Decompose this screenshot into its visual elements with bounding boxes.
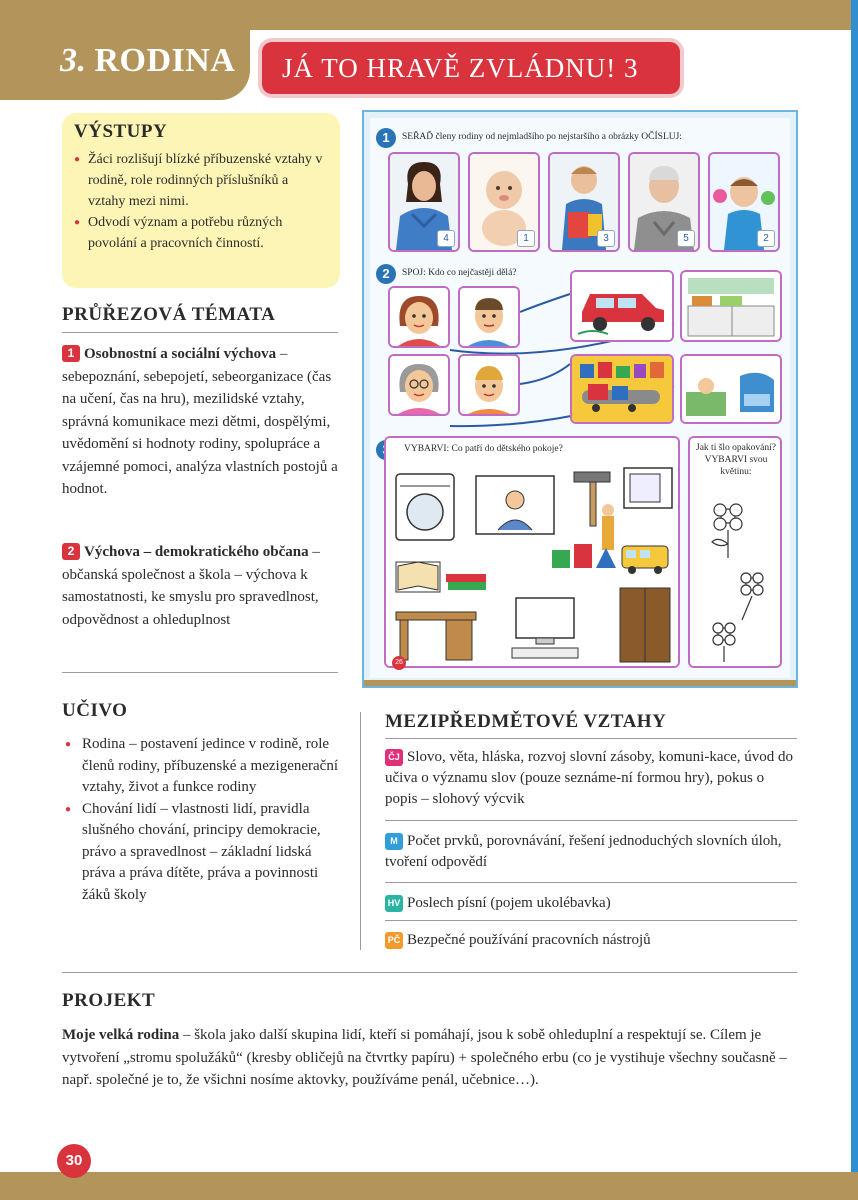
column-divider [360,712,361,950]
grandmother-face-icon [390,356,448,414]
page-number: 30 [57,1144,91,1178]
task-number: 2 [376,264,396,284]
task-instruction: VYBARVI: Co patří do dětského pokoje? [404,444,563,454]
ucivo-item: ● Rodina – postavení jedince v rodině, role členů rodiny, příbuzenské a mezigenerační vztahy, život a funkce rodiny [62,734,347,799]
task-number: 1 [376,128,396,148]
armchair-icon [682,356,780,422]
chapter-title [60,42,235,80]
order-number-box[interactable]: 5 [677,230,695,247]
projekt-text [62,1024,792,1092]
theme-osobnostni [62,343,342,501]
photo-grandfather [628,152,700,252]
child-face-icon [460,356,518,414]
car-icon [572,272,672,340]
workbook-page-inner [370,118,790,678]
face-mother [388,286,450,348]
workbook-page-number: 26 [392,656,406,670]
mezi-text: Slovo, věta, hláska, rozvoj slovní zásoby, komuni-kace, úvod do učiva o významu slov (pouze seznáme-ní formou hry), pokus o popis – slohový výcvik [385,749,794,807]
right-edge-stripe [851,0,858,1200]
theme-badge: 1 [62,345,80,362]
order-number-box[interactable]: 4 [437,230,455,247]
photo-schoolboy [548,152,620,252]
theme-text: – sebepoznání, sebepojetí, sebeorganizace (čas na učení, čas na hru), mezilidské vztahy, správná komunikace mezi dětmi, dospělými, uvědomění si hodnoty rodiny, spolupráce a vzájemné pomoci, analýza vlastních postojů a hodnot. [62,346,338,497]
theme-demokraticky [62,541,342,631]
subject-tag: M [385,833,403,850]
picture-kitchen [680,270,782,342]
top-band [0,0,858,30]
kitchen-icon [682,272,780,340]
mezi-row-cj [385,747,797,810]
mezipredmetove-title: MEZIPŘEDMĚTOVÉ VZTAHY [385,711,667,732]
vystupy-box [62,113,340,288]
divider [62,972,797,973]
flower-rating-box [688,436,782,668]
theme-name: Osobnostní a sociální výchova [84,346,277,362]
photo-baby [468,152,540,252]
photo-toddler [708,152,780,252]
photo-mother [388,152,460,252]
divider [385,738,797,739]
order-number-box[interactable]: 3 [597,230,615,247]
section-subtitle: JÁ TO HRAVĚ ZVLÁDNU! 3 [262,42,680,94]
mezi-text: Bezpečné používání pracovních nástrojů [407,932,651,948]
theme-text: – občanská společnost a škola – výchova k samostatnosti, ke smyslu pro spravedlnost, odpovědnost a ohleduplnost [62,544,320,628]
face-grandmother [388,354,450,416]
mezi-text: Počet prvků, porovnávání, řešení jednoduchých slovních úloh, tvoření odpovědí [385,833,782,870]
man-face-icon [460,288,518,346]
subject-tag: PČ [385,932,403,949]
picture-toys [570,354,674,424]
ucivo-title: UČIVO [62,700,128,721]
woman-face-icon [390,288,448,346]
subject-tag: ČJ [385,749,403,766]
chapter-number: 3. [60,42,87,79]
mezi-row-pc [385,930,797,951]
vystupy-item: ● Žáci rozlišují blízké příbuzenské vztahy v rodině, role rodinných příslušníků a vztahy mezi nimi. [74,149,328,212]
workbook-page [362,110,798,688]
mezi-row-hv [385,893,797,914]
task-instruction: SEŘAĎ členy rodiny od nejmladšího po nejstaršího a obrázky OČÍSLUJ: [402,132,682,142]
chapter-name: RODINA [94,42,236,79]
divider [62,332,338,333]
divider [385,920,797,921]
subject-tag: HV [385,895,403,912]
picture-car [570,270,674,342]
divider [62,672,338,673]
toys-icon [572,356,672,422]
prurezova-title: PRŮŘEZOVÁ TÉMATA [62,304,276,325]
mezi-text: Poslech písní (pojem ukolébavka) [407,895,611,911]
projekt-description: – škola jako další skupina lidí, kteří si pomáhají, jsou k sobě ohleduplní a respektují se. Cílem je vytvoření „stromu spolužáků“ (kresby obličejů na čtvrtky papíru) + společného erbu (co je vystihuje všechny současně – např. společné je to, že všichni nosíme aktovky, používáme penál, učebnice…). [62,1027,787,1088]
ucivo-item: ● Chování lidí – vlastnosti lidí, pravidla slušného chování, principy demokracie, právo a spravedlnost – základní lidská práva a práva dítěte, práva a povinnosti žáků školy [62,799,347,907]
room-items-icons [386,438,678,666]
theme-badge: 2 [62,543,80,560]
theme-name: Výchova – demokratického občana [84,544,309,560]
flower-instruction: Jak ti šlo opakování? VYBARVI svou květinu: [696,443,776,477]
vystupy-title: VÝSTUPY [74,121,168,142]
divider [385,820,797,821]
face-child [458,354,520,416]
order-number-box[interactable]: 1 [517,230,535,247]
task3-box [384,436,680,668]
divider [385,882,797,883]
vystupy-item: ● Odvodí význam a potřebu různých povolání a pracovních činností. [74,212,328,254]
projekt-name: Moje velká rodina [62,1027,180,1043]
ucivo-list [62,734,347,906]
vystupy-list [74,149,328,254]
face-father [458,286,520,348]
order-number-box[interactable]: 2 [757,230,775,247]
workbook-page-bottom [364,680,796,686]
mezi-row-m [385,831,797,873]
bottom-band [0,1172,858,1200]
task-instruction: SPOJ: Kdo co nejčastěji dělá? [402,268,517,278]
picture-resting-grandma [680,354,782,424]
projekt-title: PROJEKT [62,990,156,1011]
